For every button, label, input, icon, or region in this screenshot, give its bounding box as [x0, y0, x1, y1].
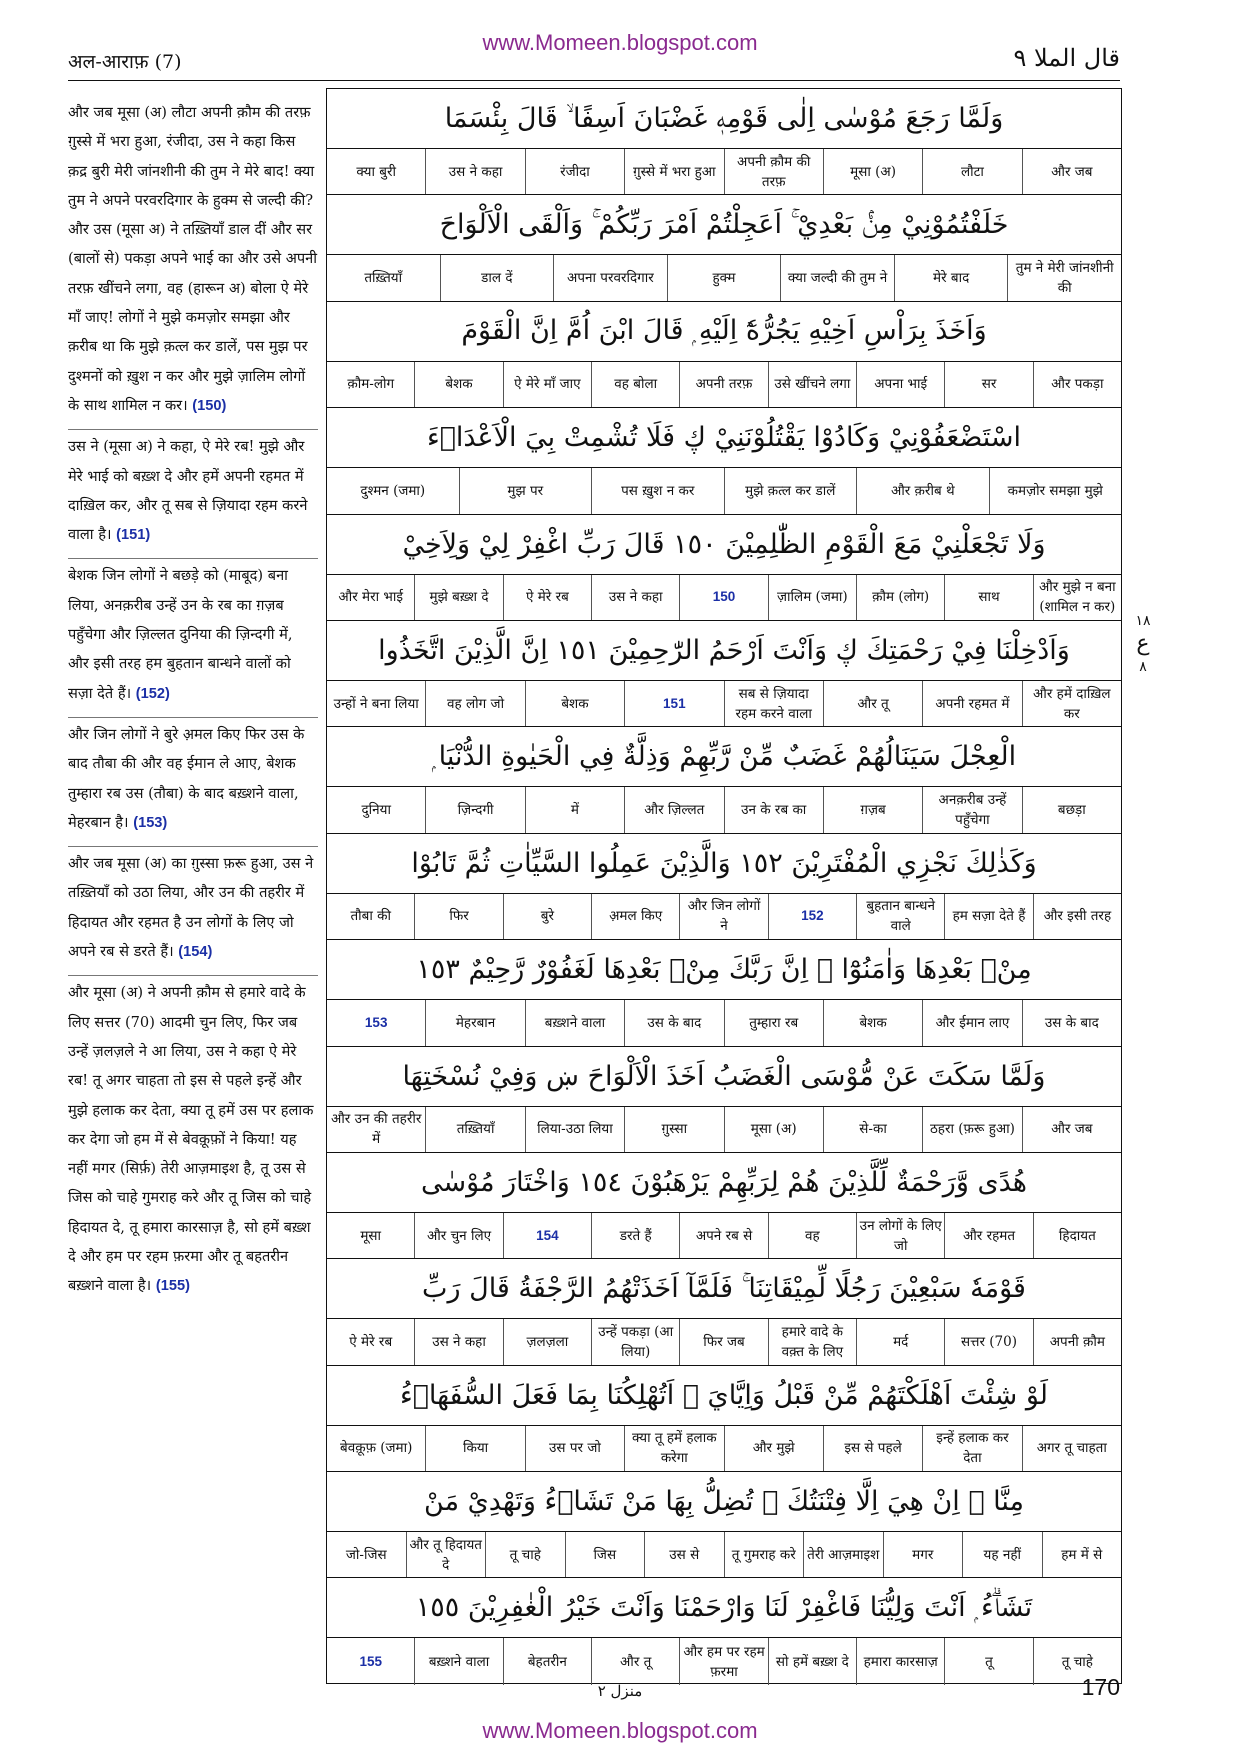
word-cell: उसे खींचने लगा	[768, 362, 856, 407]
translation-text: और मूसा (अ) ने अपनी क़ौम से हमारे वादे के लिए सत्तर (70) आदमी चुन लिए, फिर जब उन्हें ज़लज़ले ने आ लिया, उस ने कहा ऐ मेरे रब! तू अगर चाहता तो इस से पहले इन्हें और मुझे हलाक कर देता, क्या तू हमें उस पर हलाक कर देगा जो हम में से बेवक़ूफ़ों ने किया! यह नहीं मगर (सिर्फ़) तेरी आज़माइश है, तू उस से जिस को चाहे गुमराह करे और तू जिस को चाहे हिदायत दे, तू हमारा कारसाज़ है, सो हमें बख़्श दे और हम पर रहम फ़रमा और तू बहतरीन बख़्शने वाला है।	[68, 984, 314, 1295]
word-cell: ग़ुस्सा	[624, 1107, 723, 1152]
word-cell: उन्हें पकड़ा (आ लिया)	[591, 1319, 679, 1364]
word-cell: और हमें दाख़िल कर	[1022, 681, 1121, 726]
word-cell: और जब	[1022, 149, 1121, 194]
word-cell: उस से	[644, 1532, 724, 1577]
juz-title: قال الملا ٩	[1013, 44, 1120, 72]
word-cell: क्या तू हमें हलाक करेगा	[624, 1426, 723, 1471]
word-cell: मूसा (अ)	[823, 149, 922, 194]
verse-number-cell: 154	[503, 1213, 591, 1258]
translation-column	[68, 96, 318, 1686]
verse-number: (153)	[133, 814, 168, 831]
word-cell: तू	[944, 1638, 1032, 1684]
translation-paragraph	[68, 847, 318, 976]
verse-number: (151)	[116, 527, 151, 544]
word-cell: सर	[944, 362, 1032, 407]
verse-number: (154)	[178, 944, 213, 961]
word-cell: उन के रब का	[724, 787, 823, 832]
word-translation-row	[327, 1638, 1121, 1684]
word-cell: बुरे	[503, 894, 591, 939]
word-cell: मुझे क़त्ल कर डालें	[724, 468, 857, 513]
word-cell: अपनी रहमत में	[922, 681, 1021, 726]
word-cell: और उन की तहरीर में	[331, 1111, 422, 1148]
word-cell: जो-जिस	[345, 1546, 387, 1563]
word-cell: ऐ मेरे रब	[349, 1333, 393, 1350]
arabic-line: الْعِجْلَ سَيَنَالُهُمْ غَضَبٌ مِّنْ رَّبِّهِمْ وَذِلَّةٌ فِي الْحَيٰوةِ الدُّنْيَا ۭ	[327, 727, 1121, 787]
word-cell: उस ने कहा	[425, 149, 524, 194]
word-cell: हम में से	[1042, 1532, 1122, 1577]
word-cell: मुझे बख़्श दे	[414, 575, 502, 620]
arabic-line: اسْتَضْعَفُوْنِيْ وَكَادُوْا يَقْتُلُوْنَنِيْ ڮ فَلَا تُشْمِتْ بِيَ الْاَعْدَاۗءَ	[327, 408, 1121, 468]
word-cell: उन्हों ने बना लिया	[333, 695, 419, 712]
word-cell: तुम्हारा रब	[724, 1000, 823, 1045]
word-cell: अपने रब से	[679, 1213, 767, 1258]
verse-block	[327, 89, 1121, 195]
word-cell: बुहतान बान्धने वाले	[856, 894, 944, 939]
word-cell: बेशक	[525, 681, 624, 726]
arabic-line: تَشَاۗءُ ۭ اَنْتَ وَلِيُّنَا فَاغْفِرْ لَنَا وَارْحَمْنَا وَاَنْتَ خَيْرُ الْغٰفِرِيْنَ ١٥٥	[327, 1578, 1121, 1638]
word-cell: हमारा कारसाज़	[856, 1638, 944, 1684]
word-cell: और मुझे	[724, 1426, 823, 1471]
word-translation-row	[327, 1319, 1121, 1364]
verse-number: (155)	[155, 1278, 190, 1295]
word-cell: तुम ने मेरी जांनशीनी की	[1007, 255, 1121, 300]
verse-number-cell: 150	[679, 575, 767, 620]
word-translation-row	[327, 787, 1121, 832]
word-translation-row	[327, 362, 1121, 407]
word-cell: सत्तर (70)	[944, 1319, 1032, 1364]
word-cell: और हम पर रहम फ़रमा	[679, 1638, 767, 1684]
word-cell: मुझ पर	[459, 468, 592, 513]
word-cell: किया	[425, 1426, 524, 1471]
arabic-line: مِنْۢ بَعْدِهَا وَاٰمَنُوْٓا ۡ اِنَّ رَبَّكَ مِنْۢ بَعْدِهَا لَغَفُوْرٌ رَّحِيْمٌ ١٥٣	[327, 940, 1121, 1000]
translation-paragraph	[68, 718, 318, 847]
verse-number-cell: 151	[624, 681, 723, 726]
word-cell: फिर जब	[679, 1319, 767, 1364]
translation-paragraph	[68, 430, 318, 559]
word-cell: अ़मल किए	[591, 894, 679, 939]
word-cell: और तू हिदायत दे	[406, 1532, 486, 1577]
translation-text: उस ने (मूसा अ) ने कहा, ऐ मेरे रब! मुझे और मेरे भाई को बख़्श दे और हमें अपनी रहमत में दाख़िल कर, और तू सब से ज़ियादा रहम करने वाला है।	[68, 438, 308, 544]
verse-block	[327, 515, 1121, 621]
word-cell: रंजीदा	[525, 149, 624, 194]
verse-block	[327, 408, 1121, 514]
word-translation-row	[327, 894, 1121, 939]
word-cell: लिया-उठा लिया	[525, 1107, 624, 1152]
verse-number-cell: 152	[768, 894, 856, 939]
verse-block	[327, 1153, 1121, 1259]
word-cell: सब से ज़ियादा रहम करने वाला	[724, 681, 823, 726]
word-cell: अपनी क़ौम की तरफ़	[724, 149, 823, 194]
site-url-top[interactable]: www.Momeen.blogspot.com	[482, 30, 758, 55]
word-cell: और तू	[823, 681, 922, 726]
verse-block	[327, 621, 1121, 727]
ruku-bottom: ٨	[1139, 659, 1147, 675]
word-cell: उस पर जो	[525, 1426, 624, 1471]
word-cell: कमज़ोर समझा मुझे	[989, 468, 1122, 513]
word-cell: तेरी आज़माइश	[803, 1532, 883, 1577]
arabic-line: لَوْ شِئْتَ اَهْلَكْتَهُمْ مِّنْ قَبْلُ وَاِيَّايَ ۭ اَتُهْلِكُنَا بِمَا فَعَلَ السُّفَهَاۗءُ	[327, 1366, 1121, 1426]
word-cell: ऐ मेरे रब	[503, 575, 591, 620]
arabic-line: وَلَا تَجْعَلْنِيْ مَعَ الْقَوْمِ الظّٰلِمِيْنَ ١٥٠ قَالَ رَبِّ اغْفِرْ لِيْ وَلِاَخِيْ	[327, 515, 1121, 575]
word-cell: सो हमें बख़्श दे	[768, 1638, 856, 1684]
arabic-line: خَلَفْتُمُوْنِيْ مِنْۢ بَعْدِيْ ۚ اَعَجِلْتُمْ اَمْرَ رَبِّكُمْ ۚ وَاَلْقَى الْاَلْوَاحَ	[327, 195, 1121, 255]
word-cell: बेहतरीन	[503, 1638, 591, 1684]
word-translation-row	[327, 255, 1121, 300]
arabic-line: هُدًى وَّرَحْمَةٌ لِّلَّذِيْنَ هُمْ لِرَبِّهِمْ يَرْهَبُوْنَ ١٥٤ وَاخْتَارَ مُوْسٰى	[327, 1153, 1121, 1213]
word-cell: और चुन लिए	[414, 1213, 502, 1258]
word-cell: फिर	[414, 894, 502, 939]
word-cell: तख़्तियाँ	[364, 270, 403, 287]
word-translation-row	[327, 468, 1121, 513]
word-cell: अपना भाई	[856, 362, 944, 407]
word-cell: और तू	[591, 1638, 679, 1684]
word-cell: मर्द	[856, 1319, 944, 1364]
word-cell: बछड़ा	[1022, 787, 1121, 832]
word-cell: हुक्म	[667, 255, 781, 300]
word-cell: ज़लज़ला	[503, 1319, 591, 1364]
word-cell: क्या जल्दी की तुम ने	[780, 255, 894, 300]
word-cell: से-का	[823, 1107, 922, 1152]
word-cell: दुनिया	[361, 802, 391, 819]
header-divider	[68, 80, 1120, 81]
arabic-line: وَلَمَّا سَكَتَ عَنْ مُّوْسَى الْغَضَبُ اَخَذَ الْاَلْوَاحَ ښ وَفِيْ نُسْخَتِهَا	[327, 1047, 1121, 1107]
word-cell: तू चाहे	[485, 1532, 565, 1577]
word-cell: और रहमत	[944, 1213, 1032, 1258]
word-cell: हिदायत	[1033, 1213, 1121, 1258]
word-cell: और जिन लोगों ने	[679, 894, 767, 939]
verse-number-cell: 155	[359, 1653, 382, 1669]
word-cell: ठहरा (फ़रू हुआ)	[922, 1107, 1021, 1152]
word-cell: उन लोगों के लिए जो	[856, 1213, 944, 1258]
word-cell: इन्हें हलाक कर देता	[922, 1426, 1021, 1471]
word-cell: मगर	[883, 1532, 963, 1577]
word-cell: अगर तू चाहता	[1022, 1426, 1121, 1471]
word-cell: और मुझे न बना (शामिल न कर)	[1033, 575, 1121, 620]
word-cell: हम सज़ा देते हैं	[944, 894, 1032, 939]
word-cell: वह बोला	[591, 362, 679, 407]
verse-number: (152)	[135, 685, 170, 702]
word-cell: उस के बाद	[624, 1000, 723, 1045]
word-cell: मूसा	[360, 1227, 382, 1244]
word-cell: डाल दें	[440, 255, 554, 300]
verse-block	[327, 940, 1121, 1046]
word-cell: ज़िन्दगी	[425, 787, 524, 832]
translation-text: और जब मूसा (अ) का ग़ुस्सा फ़रू हुआ, उस ने तख़्तियाँ को उठा लिया, और उन की तहरीर में हिदायत और रहमत है उन लोगों के लिए जो अपने रब से डरते हैं।	[68, 855, 314, 961]
word-cell: मूसा (अ)	[724, 1107, 823, 1152]
word-cell: और इसी तरह	[1033, 894, 1121, 939]
verse-block	[327, 1259, 1121, 1365]
word-cell: यह नहीं	[962, 1532, 1042, 1577]
verse-block	[327, 195, 1121, 301]
verse-number: (150)	[192, 397, 227, 414]
word-cell: अनक़रीब उन्हें पहुँचेगा	[922, 787, 1021, 832]
word-cell: बेवक़ूफ़ (जमा)	[339, 1440, 413, 1457]
verse-block	[327, 1047, 1121, 1153]
verse-block	[327, 302, 1121, 408]
word-translation-row	[327, 1000, 1121, 1045]
word-cell: मेरे बाद	[894, 255, 1008, 300]
verse-block	[327, 727, 1121, 833]
word-cell: और पकड़ा	[1033, 362, 1121, 407]
arabic-line: وَاَخَذَ بِرَاْسِ اَخِيْهِ يَجُرُّهٗٓ اِلَيْهِ ۭ قَالَ ابْنَ اُمَّ اِنَّ الْقَوْمَ	[327, 302, 1121, 362]
arabic-line: وَكَذٰلِكَ نَجْزِي الْمُفْتَرِيْنَ ١٥٢ وَالَّذِيْنَ عَمِلُوا السَّيِّاٰتِ ثُمَّ تَابُوْا	[327, 834, 1121, 894]
word-cell: वह लोग जो	[425, 681, 524, 726]
word-cell: और क़रीब थे	[856, 468, 989, 513]
arabic-line: وَلَمَّا رَجَعَ مُوْسٰى اِلٰى قَوْمِهٖ غَضْبَانَ اَسِفًا ۙ قَالَ بِئْسَمَا	[327, 89, 1121, 149]
verse-block	[327, 1578, 1121, 1684]
word-cell: तख़्तियाँ	[425, 1107, 524, 1152]
word-cell: और मेरा भाई	[338, 589, 404, 606]
arabic-line: وَاَدْخِلْنَا فِيْ رَحْمَتِكَ ڮ وَاَنْتَ اَرْحَمُ الرّٰحِمِيْنَ ١٥١ اِنَّ الَّذِيْنَ اتَّخَذُوا	[327, 621, 1121, 681]
word-cell: अपनी क़ौम	[1033, 1319, 1121, 1364]
ruku-top: ١٨	[1135, 613, 1151, 629]
word-cell: इस से पहले	[823, 1426, 922, 1471]
word-cell: साथ	[944, 575, 1032, 620]
word-cell: और जब	[1022, 1107, 1121, 1152]
translation-text: और जिन लोगों ने बुरे अ़मल किए फिर उस के बाद तौबा की और वह ईमान ले आए, बेशक तुम्हारा रब उस (तौबा) के बाद बख़्शने वाला, मेहरबान है।	[68, 725, 305, 831]
word-translation-row	[327, 1532, 1121, 1577]
word-cell: पस ख़ुश न कर	[591, 468, 724, 513]
word-cell: हमारे वादे के वक़्त के लिए	[768, 1319, 856, 1364]
verse-block	[327, 834, 1121, 940]
word-cell: ऐ मेरे माँ जाए	[503, 362, 591, 407]
translation-paragraph	[68, 976, 318, 1309]
word-translation-row	[327, 575, 1121, 620]
word-cell: दुश्मन (जमा)	[360, 482, 426, 499]
word-cell: और ज़िल्लत	[624, 787, 723, 832]
word-translation-row	[327, 149, 1121, 194]
word-cell: अपनी तरफ़	[679, 362, 767, 407]
word-cell: बख़्शने वाला	[414, 1638, 502, 1684]
arabic-line: مِنَّا ۚ اِنْ هِيَ اِلَّا فِتْنَتُكَ ۭ تُضِلُّ بِهَا مَنْ تَشَاۗءُ وَتَهْدِيْ مَنْ	[327, 1472, 1121, 1532]
translation-paragraph	[68, 96, 318, 430]
word-cell: अपना परवरदिगार	[553, 255, 667, 300]
word-cell: लौटा	[922, 149, 1021, 194]
word-cell: बेशक	[414, 362, 502, 407]
word-cell: उस ने कहा	[591, 575, 679, 620]
word-cell: में	[525, 787, 624, 832]
word-cell: बख़्शने वाला	[525, 1000, 624, 1045]
translation-text: और जब मूसा (अ) लौटा अपनी क़ौम की तरफ़ ग़ुस्से में भरा हुआ, रंजीदा, उस ने कहा किस क़द्र बुरी मेरी जांनशीनी की तुम ने मेरे बाद! क्या तुम ने अपने परवरदिगार के हुक्म से जल्दी की? और उस (मूसा अ) ने तख़्तियाँ डाल दीं और सर (बालों से) पकड़ा अपने भाई का और उसे अपनी तरफ़ खींचने लगा, वह (हारून अ) बोला ऐ मेरे माँ जाए! लोगों ने मुझे कमज़ोर समझा और क़रीब था कि मुझे क़त्ल कर डालें, पस मुझ पर दुश्मनों को ख़ुश न कर और मुझे ज़ालिम लोगों के साथ शामिल न कर।	[68, 104, 318, 414]
manzil-label: منزل ٢	[597, 1682, 643, 1700]
word-cell: ग़ुस्से में भरा हुआ	[624, 149, 723, 194]
ruku-symbol: ع	[1136, 631, 1150, 656]
word-cell: तू चाहे	[1033, 1638, 1121, 1684]
verse-number-cell: 153	[364, 1014, 388, 1030]
word-cell: और ईमान लाए	[922, 1000, 1021, 1045]
arabic-line: قَوْمَهٗ سَبْعِيْنَ رَجُلًا لِّمِيْقَاتِنَا ۚ فَلَمَّآ اَخَذَتْهُمُ الرَّجْفَةُ قَالَ رَبِّ	[327, 1259, 1121, 1319]
surah-title: अल-आराफ़ (7)	[68, 51, 182, 73]
verse-block	[327, 1472, 1121, 1578]
translation-paragraph	[68, 559, 318, 717]
word-cell: तू गुमराह करे	[724, 1532, 804, 1577]
word-by-word-panel	[326, 88, 1122, 1684]
translation-text: बेशक जिन लोगों ने बछड़े को (माबूद) बना लिया, अनक़रीब उन्हें उन के रब का ग़ज़ब पहुँचेगा और ज़िल्लत दुनिया की ज़िन्दगी में, और इसी तरह हम बुहतान बान्धने वालों को सज़ा देते हैं।	[68, 567, 293, 702]
word-cell: ग़ज़ब	[823, 787, 922, 832]
word-cell: उस ने कहा	[414, 1319, 502, 1364]
word-cell: ज़ालिम (जमा)	[768, 575, 856, 620]
word-cell: तौबा की	[350, 908, 391, 925]
word-cell: वह	[768, 1213, 856, 1258]
word-translation-row	[327, 1213, 1121, 1258]
word-cell: क्या बुरी	[356, 163, 396, 180]
word-translation-row	[327, 1426, 1121, 1471]
site-url-bottom[interactable]: www.Momeen.blogspot.com	[482, 1718, 758, 1743]
word-cell: उस के बाद	[1022, 1000, 1121, 1045]
word-translation-row	[327, 681, 1121, 726]
word-cell: क़ौम (लोग)	[856, 575, 944, 620]
page-number: 170	[1081, 1674, 1120, 1700]
word-cell: क़ौम-लोग	[347, 376, 395, 393]
word-cell: जिस	[565, 1532, 645, 1577]
word-cell: डरते हैं	[591, 1213, 679, 1258]
word-cell: मेहरबान	[425, 1000, 524, 1045]
verse-block	[327, 1366, 1121, 1472]
word-cell: बेशक	[823, 1000, 922, 1045]
ruku-marker	[1130, 612, 1156, 676]
word-translation-row	[327, 1107, 1121, 1152]
